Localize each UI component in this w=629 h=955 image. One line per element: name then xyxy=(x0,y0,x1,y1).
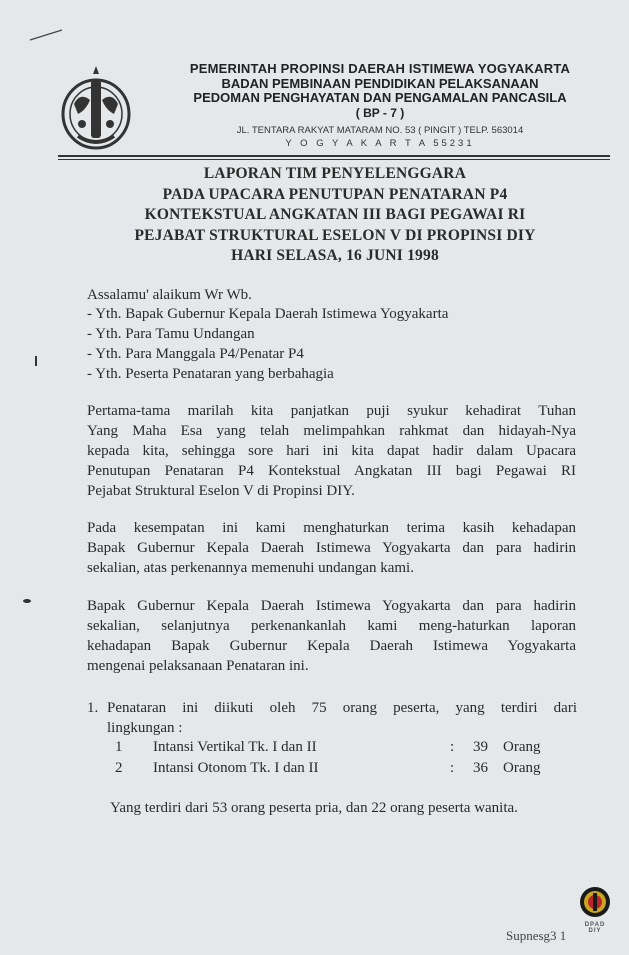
report-title-line-4: PEJABAT STRUKTURAL ESELON V DI PROPINSI DIY xyxy=(134,227,536,244)
sub-row-colon: : xyxy=(450,760,455,776)
letterhead-line-1: PEMERINTAH PROPINSI DAERAH ISTIMEWA YOGYAKARTA xyxy=(189,61,571,76)
paragraph-3-line: sekalian, selanjutnya perkenankanlah kami meng-haturkan laporan xyxy=(87,618,576,634)
scan-mark-left-2 xyxy=(22,598,32,604)
paragraph-2-line: sekalian, atas perkenannya memenuhi undangan kami. xyxy=(87,560,414,576)
dpad-stamp xyxy=(575,885,615,935)
sub-row-qty: 39 xyxy=(473,739,488,755)
stamp-text: DIY xyxy=(588,928,602,934)
report-title-date: HARI SELASA, 16 JUNI 1998 xyxy=(231,247,439,264)
report-title-line-3: KONTEKSTUAL ANGKATAN III BAGI PEGAWAI RI xyxy=(144,206,526,223)
sub-row-colon: : xyxy=(450,739,455,755)
paragraph-1-line: Pertama-tama marilah kita panjatkan puji syukur kehadirat Tuhan xyxy=(87,403,576,419)
sub-row-unit: Orang xyxy=(503,760,541,776)
letterhead-line-4: ( BP - 7 ) xyxy=(355,106,405,120)
paragraph-1-line: kepada kita, sehingga sore hari ini kita dapat hadir dalam Upacara xyxy=(87,443,576,459)
list-item-text: Penataran ini diikuti oleh 75 orang peserta, yang terdiri dari xyxy=(107,700,577,716)
report-title-line-2: PADA UPACARA PENUTUPAN PENATARAN P4 xyxy=(162,186,508,203)
paragraph-1-line: Yang Maha Esa yang telah melimpahkan rahkmat dan hidayah-Nya xyxy=(87,423,576,439)
sub-row-label: Intansi Otonom Tk. I dan II xyxy=(153,760,319,776)
paragraph-2-line: Bapak Gubernur Kepala Daerah Istimewa Yogyakarta dan para hadirin xyxy=(87,540,576,556)
greeting-item: - Yth. Para Tamu Undangan xyxy=(87,326,255,342)
letterhead-line-2: BADAN PEMBINAAN PENDIDIKAN PELAKSANAAN xyxy=(221,76,539,91)
stamp-text: DPAD xyxy=(584,922,606,928)
letterhead-divider-thick xyxy=(58,155,610,157)
sub-row-number: 1 xyxy=(115,739,123,755)
scan-mark-left xyxy=(33,355,39,367)
list-number: 1. xyxy=(87,700,99,716)
paragraph-1-line: Pejabat Struktural Eselon V di Propinsi DIY. xyxy=(87,483,355,499)
list-item-text: lingkungan : xyxy=(107,720,183,736)
report-title-line-1: LAPORAN TIM PENYELENGGARA xyxy=(203,165,467,182)
sub-row-unit: Orang xyxy=(503,739,541,755)
paragraph-1-line: Penutupan Penataran P4 Kontekstual Angkatan III bagi Pegawai RI xyxy=(87,463,576,479)
paragraph-3-line: kehadapan Bapak Gubernur Kepala Daerah Istimewa Yogyakarta xyxy=(87,638,576,654)
letterhead-line-3: PEDOMAN PENGHAYATAN DAN PENGAMALAN PANCASILA xyxy=(193,90,567,105)
greeting-item: - Yth. Para Manggala P4/Penatar P4 xyxy=(87,346,304,362)
paragraph-3-line: Bapak Gubernur Kepala Daerah Istimewa Yogyakarta dan para hadirin xyxy=(87,598,576,614)
greeting-item: - Yth. Bapak Gubernur Kepala Daerah Istimewa Yogyakarta xyxy=(87,306,449,322)
participants-summary: Yang terdiri dari 53 orang peserta pria, dan 22 orang peserta wanita. xyxy=(110,800,518,816)
greeting-item: - Yth. Peserta Penataran yang berbahagia xyxy=(87,366,334,382)
scan-mark-top xyxy=(28,28,64,42)
sub-row-qty: 36 xyxy=(473,760,488,776)
sub-row-number: 2 xyxy=(115,760,123,776)
paragraph-3-line: mengenai pelaksanaan Penataran ini. xyxy=(87,658,309,674)
paragraph-2-line: Pada kesempatan ini kami menghaturkan terima kasih kehadapan xyxy=(87,520,576,536)
page-footer: Supnesg3 1 xyxy=(506,928,567,943)
letterhead-address: JL. TENTARA RAKYAT MATARAM NO. 53 ( PINGIT ) TELP. 563014 xyxy=(236,125,524,136)
dpad-logo-icon xyxy=(575,885,615,919)
letterhead-city: Y O G Y A K A R T A 55231 xyxy=(285,138,475,149)
dIY-emblem-icon xyxy=(60,64,132,152)
sub-row-label: Intansi Vertikal Tk. I dan II xyxy=(153,739,317,755)
letterhead-divider-thin xyxy=(58,159,610,160)
greeting-opening: Assalamu' alaikum Wr Wb. xyxy=(87,287,252,303)
